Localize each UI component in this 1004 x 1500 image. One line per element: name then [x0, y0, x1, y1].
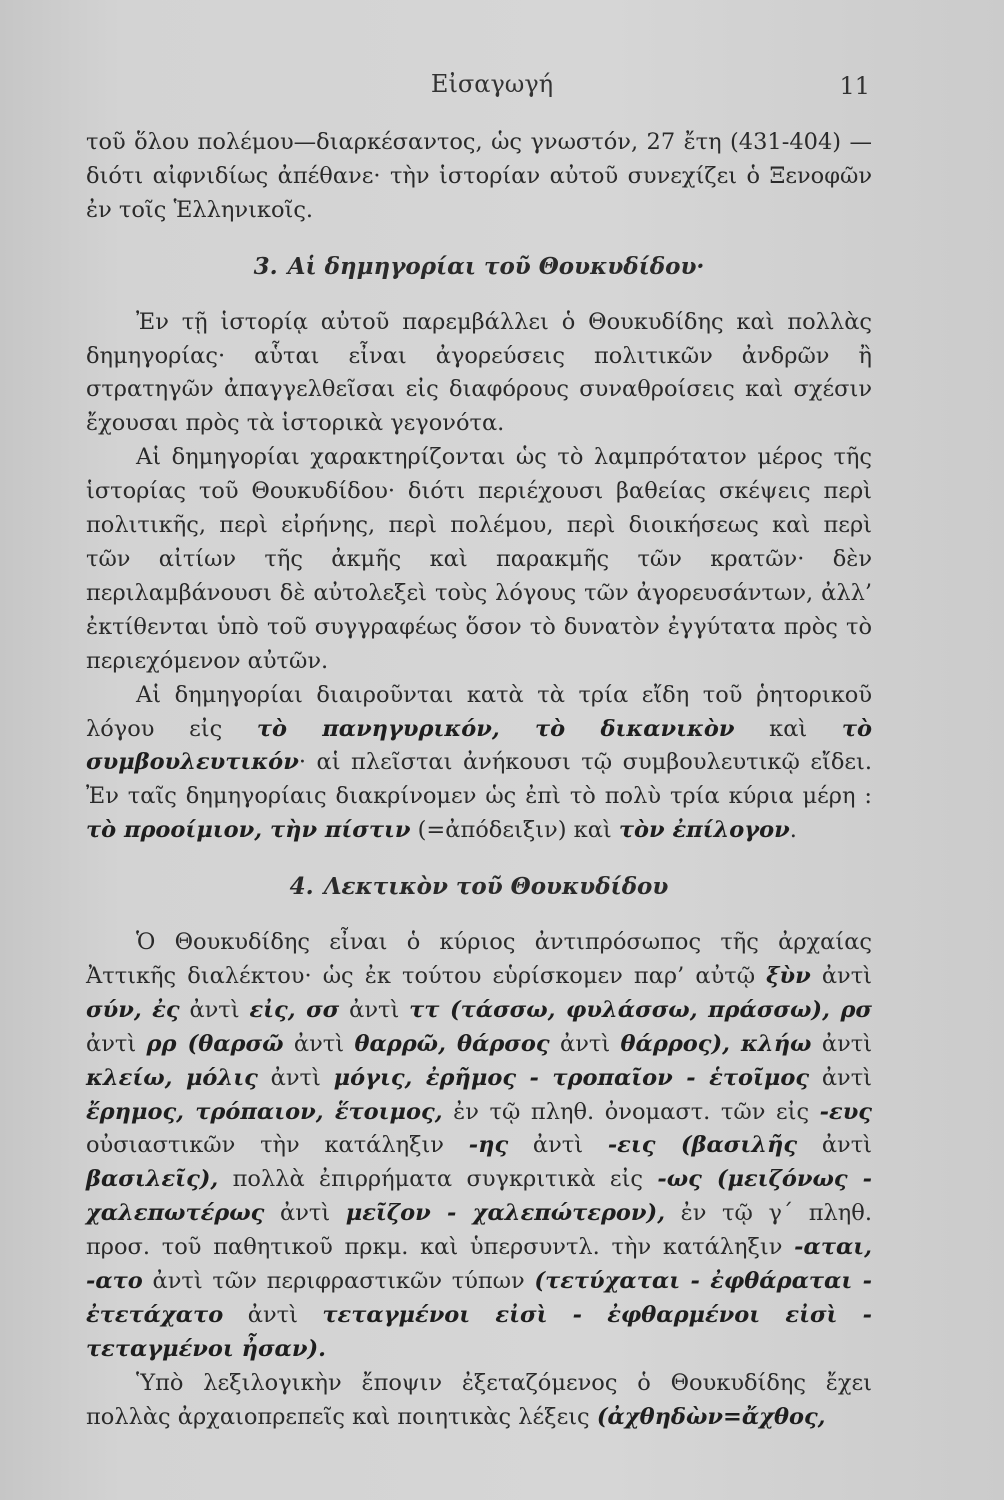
paragraph-1: τοῦ ὅλου πολέμου—διαρκέσαντος, ὡς γνωστόν, 27 ἔτη (431-404) —διότι αἰφνιδίως ἀπέθανε· τὴν ἱστορίαν αὐτοῦ συνεχίζει ὁ Ξενοφῶν ἐν τοῖς Ἑλληνικοῖς. — [86, 129, 872, 223]
section-title: Λεκτικὸν τοῦ Θουκυδίδου — [323, 873, 669, 901]
paragraph-3: Αἱ δημηγορίαι χαρακτηρίζονται ὡς τὸ λαμπρότατον μέρος τῆς ἱστορίας τοῦ Θουκυδίδου· διότι περιέχουσι βαθείας σκέψεις περὶ πολιτικῆς, περὶ εἰρήνης, περὶ πολέμου, περὶ διοικήσεως καὶ περὶ τῶν αἰτίων τῆς ἀκμῆς καὶ παρακμῆς τῶν κρατῶν· δὲν περιλαμβάνουσι δὲ αὐτολεξεὶ τοὺς λόγους τῶν ἀγορευσάντων, ἀλλ’ ἐκτίθενται ὑπὸ τοῦ συγγραφέως ὅσον τὸ δυνατὸν ἐγγύτατα πρὸς τὸ περιεχόμενον αὐτῶν. — [86, 444, 872, 674]
paragraph-5: Ὁ Θουκυδίδης εἶναι ὁ κύριος ἀντιπρόσωπος τῆς ἀρχαίας Ἀττικῆς διαλέκτου· ὡς ἐκ τούτου εὑρίσκομεν παρ’ αὐτῷ ξὺν ἀντὶ σύν, ἐς ἀντὶ εἰς, σσ ἀντὶ ττ (τάσσω, φυλάσσω, πράσσω), ρσ ἀντὶ ρρ (θαρσῶ ἀντὶ θαρρῶ, θάρσος ἀντὶ θάρρος), κλήω ἀντὶ κλείω, μόλις ἀντὶ μόγις, ἐρῆμος - τροπαῖον - ἑτοῖμος ἀντὶ ἔρημος, τρόπαιον, ἕτοιμος, ἐν τῷ πληθ. ὀνομαστ. τῶν εἰς -ευς οὐσιαστικῶν τὴν κατάληξιν -ης ἀντὶ -εις (βασιλῆς ἀντὶ βασιλεῖς), πολλὰ ἐπιρρήματα συγκριτικὰ εἰς -ως (μειζόνως - χαλεπωτέρως ἀντὶ μεῖζον - χαλεπώτερον), ἐν τῷ γ΄ πληθ. προσ. τοῦ παθητικοῦ πρκμ. καὶ ὑπερσυντλ. τὴν κατάληξιν -αται, -ατο ἀντὶ τῶν περιφραστικῶν τύπων (τετύχαται - ἐφθάραται - ἐτετάχατο ἀντὶ τεταγμένοι εἰσὶ - ἐφθαρμένοι εἰσὶ - τεταγμένοι ἦσαν). — [86, 929, 873, 1362]
section-heading-4 — [86, 870, 872, 904]
section-title: Αἱ δημηγορίαι τοῦ Θουκυδίδου· — [287, 252, 705, 280]
page-body — [86, 126, 872, 1435]
paragraph-4: Αἱ δημηγορίαι διαιροῦνται κατὰ τὰ τρία εἴδη τοῦ ῥητορικοῦ λόγου εἰς τὸ πανηγυρικόν, τὸ δικανικὸν καὶ τὸ συμβουλευτικόν· αἱ πλεῖσται ἀνήκουσι τῷ συμβουλευτικῷ εἴδει. Ἐν ταῖς δημηγορίαις διακρίνομεν ὡς ἐπὶ τὸ πολὺ τρία κύρια μέρη : τὸ προοίμιον, τὴν πίστιν (=ἀπόδειξιν) καὶ τὸν ἐπίλογον. — [86, 681, 872, 844]
section-number: 3. — [253, 252, 278, 280]
running-header-title: Εἰσαγωγή — [430, 70, 554, 98]
paragraph-6: Ὑπὸ λεξιλογικὴν ἔποψιν ἐξεταζόμενος ὁ Θουκυδίδης ἔχει πολλὰς ἀρχαιοπρεπεῖς καὶ ποιητικὰς λέξεις (ἀχθηδὼν=ἄχθος, — [86, 1369, 872, 1430]
page-number: 11 — [839, 72, 870, 100]
paragraph-2: Ἐν τῇ ἱστορίᾳ αὐτοῦ παρεμβάλλει ὁ Θουκυδίδης καὶ πολλὰς δημηγορίας· αὗται εἶναι ἀγορεύσεις πολιτικῶν ἀνδρῶν ἢ στρατηγῶν ἀπαγγελθεῖσαι εἰς διαφόρους συναθροίσεις καὶ σχέσιν ἔχουσαι πρὸς τὰ ἱστορικὰ γεγονότα. — [86, 308, 872, 437]
section-number: 4. — [289, 873, 314, 901]
section-heading-3 — [86, 250, 872, 284]
